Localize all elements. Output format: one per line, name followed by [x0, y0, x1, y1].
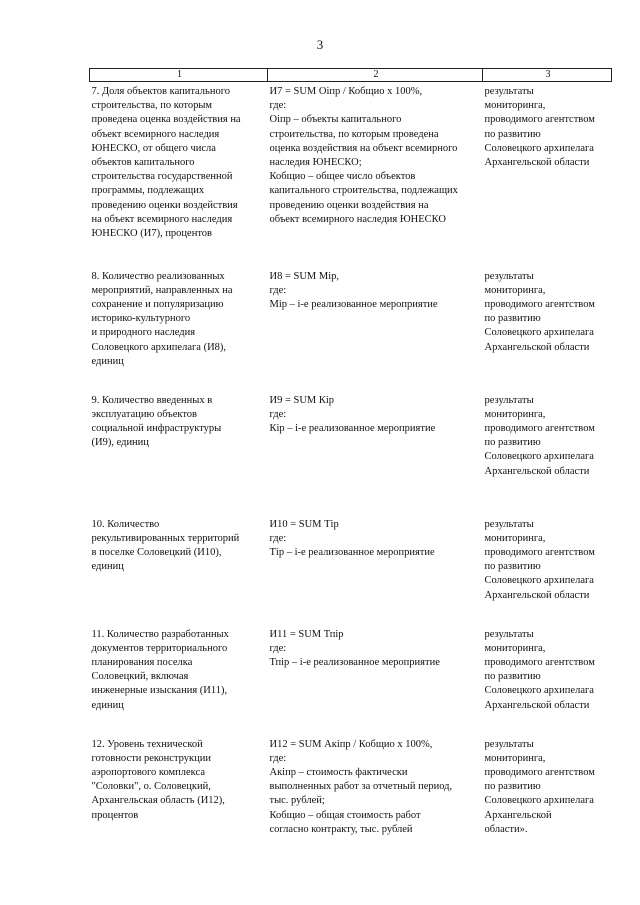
table-header [90, 69, 612, 82]
text-line: мониторинга, [484, 100, 546, 112]
text-line: И12 = SUM Акiпр / Кобщио х 100%, [269, 738, 433, 750]
text-line: документов территориального [91, 642, 228, 654]
text-line: результаты [484, 628, 534, 640]
text-line: Архангельской области [484, 699, 590, 711]
text-line: И9 = SUM Кiр [269, 394, 335, 406]
text-line: проводимого агентством [484, 766, 595, 778]
text-line: Архангельской [484, 809, 552, 821]
text-line: И11 = SUM Тпiр [269, 628, 344, 640]
source-cell [483, 82, 612, 270]
text-line: эксплуатацию объектов [91, 408, 197, 420]
text-line: мониторинга, [484, 752, 546, 764]
text-line: Кобщио – общая стоимость работ [269, 809, 421, 821]
source-cell [483, 394, 612, 518]
text-line: 11. Количество разработанных [91, 628, 229, 640]
text-line: 10. Количество [91, 518, 160, 530]
text-line: где: [269, 284, 287, 296]
text-line: готовности реконструкции [91, 752, 211, 764]
text-line: проводимого агентством [484, 656, 595, 668]
text-line: 12. Уровень технической [91, 738, 203, 750]
text-line: рекультивированных территорий [91, 532, 240, 544]
text-line: Тiр – i-е реализованное мероприятие [269, 546, 435, 558]
text-line: объект всемирного наследия ЮНЕСКО [269, 213, 446, 225]
text-line: Соловецкого архипелага [484, 327, 594, 339]
text-line: программы, подлежащих [91, 185, 205, 197]
text-line: И10 = SUM Тiр [269, 518, 339, 530]
text-line: в поселке Соловецкий (И10), [91, 546, 222, 558]
text-line: по развитию [484, 437, 541, 449]
header-col-3: 3 [483, 69, 612, 82]
text-line: Тпiр – i-е реализованное мероприятие [269, 656, 440, 668]
text-line: по развитию [484, 561, 541, 573]
text-line: мониторинга, [484, 532, 546, 544]
text-line: Архангельская область (И12), [91, 795, 225, 807]
table-row [90, 738, 612, 854]
text-line: строительства, по которым [91, 100, 213, 112]
text-line: сохранение и популяризацию [91, 298, 224, 310]
text-line: Соловецкого архипелага [484, 142, 594, 154]
table-body [90, 82, 612, 854]
text-line: ЮНЕСКО, от общего числа [91, 142, 216, 154]
text-line: проведена оценка воздействия на [91, 114, 241, 126]
text-line: 7. Доля объектов капитального [91, 86, 230, 97]
indicator-name-cell [90, 394, 268, 518]
text-line: области». [484, 823, 528, 835]
text-line: результаты [484, 86, 534, 97]
text-line: Архангельской области [484, 157, 590, 169]
text-line: результаты [484, 518, 534, 530]
text-line: 8. Количество реализованных [91, 270, 225, 282]
text-line: "Соловки", о. Соловецкий, [91, 781, 211, 793]
text-line: мероприятий, направленных на [91, 284, 233, 296]
indicator-name-cell [90, 518, 268, 628]
table-row [90, 518, 612, 628]
text-line: по развитию [484, 781, 541, 793]
text-line: результаты [484, 270, 534, 282]
text-line: социальной инфраструктуры [91, 422, 222, 434]
text-line: Соловецкого архипелага [484, 575, 594, 587]
text-line: (И9), единиц [91, 437, 149, 449]
text-line: Архангельской области [484, 341, 590, 353]
header-col-1: 1 [90, 69, 268, 82]
table-row [90, 270, 612, 394]
text-line: мониторинга, [484, 284, 546, 296]
text-line: наследия ЮНЕСКО; [269, 157, 362, 169]
indicator-name-cell [90, 738, 268, 854]
text-line: Соловецкого архипелага [484, 685, 594, 697]
page-number: 3 [316, 37, 324, 52]
text-line: капитального строительства, подлежащих [269, 185, 458, 197]
text-line: строительства государственной [91, 171, 233, 183]
text-line: по развитию [484, 313, 541, 325]
table-row [90, 82, 612, 270]
text-line: И8 = SUM Мiр, [269, 270, 340, 282]
text-line: инженерные изыскания (И11), [91, 685, 228, 697]
text-line: по развитию [484, 671, 541, 683]
indicator-name-cell [90, 270, 268, 394]
table-row [90, 394, 612, 518]
text-line: где: [269, 100, 287, 112]
text-line: по развитию [484, 128, 541, 140]
text-line: результаты [484, 394, 534, 406]
text-line: строительства, по которым проведена [269, 128, 439, 140]
formula-cell [268, 518, 483, 628]
text-line: планирования поселка [91, 656, 193, 668]
text-line: Архангельской области [484, 465, 590, 477]
text-line: единиц [91, 699, 124, 711]
text-line: проводимого агентством [484, 546, 595, 558]
text-line: Кобщио – общее число объектов [269, 171, 416, 183]
formula-cell [268, 738, 483, 854]
source-cell [483, 738, 612, 854]
text-line: единиц [91, 561, 124, 573]
text-line: где: [269, 642, 287, 654]
text-line: проведению оценки воздействия на [269, 199, 429, 211]
text-line: где: [269, 408, 287, 420]
indicators-table [89, 68, 612, 854]
text-line: согласно контракту, тыс. рублей [269, 823, 413, 835]
text-line: Мiр – i-е реализованное мероприятие [269, 298, 438, 310]
text-line: мониторинга, [484, 642, 546, 654]
indicator-name-cell [90, 628, 268, 738]
text-line: проведению оценки воздействия [91, 199, 238, 211]
text-line: проводимого агентством [484, 298, 595, 310]
formula-cell [268, 270, 483, 394]
indicator-name-cell [90, 82, 268, 270]
source-cell [483, 270, 612, 394]
text-line: проводимого агентством [484, 422, 595, 434]
text-line: процентов [91, 809, 139, 821]
formula-cell [268, 628, 483, 738]
text-line: единиц [91, 355, 124, 367]
text-line: Архангельской области [484, 589, 590, 601]
text-line: 9. Количество введенных в [91, 394, 213, 406]
text-line: объектов капитального [91, 157, 195, 169]
text-line: проводимого агентством [484, 114, 595, 126]
text-line: на объект всемирного наследия [91, 213, 233, 225]
text-line: объект всемирного наследия [91, 128, 220, 140]
source-cell [483, 518, 612, 628]
text-line: Соловецкого архипелага [484, 795, 594, 807]
text-line: аэропортового комплекса [91, 766, 205, 778]
text-line: выполненных работ за отчетный период, [269, 781, 453, 793]
text-line: и природного наследия [91, 327, 196, 339]
text-line: результаты [484, 738, 534, 750]
text-line: Соловецкого архипелага (И8), [91, 341, 227, 353]
text-line: Акiпр – стоимость фактически [269, 766, 408, 778]
text-line: Оiпр – объекты капитального [269, 114, 402, 126]
text-line: историко-культурного [91, 313, 191, 325]
table-row [90, 628, 612, 738]
text-line: ЮНЕСКО (И7), процентов [91, 228, 212, 240]
text-line: тыс. рублей; [269, 795, 325, 807]
text-line: Соловецкого архипелага [484, 451, 594, 463]
source-cell [483, 628, 612, 738]
formula-cell [268, 394, 483, 518]
text-line: мониторинга, [484, 408, 546, 420]
text-line: Кiр – i-е реализованное мероприятие [269, 422, 436, 434]
header-col-2: 2 [268, 69, 483, 82]
text-line: где: [269, 532, 287, 544]
formula-cell [268, 82, 483, 270]
text-line: где: [269, 752, 287, 764]
text-line: Соловецкий, включая [91, 671, 189, 683]
text-line: И7 = SUM Оiпр / Кобщио х 100%, [269, 86, 423, 97]
text-line: оценка воздействия на объект всемирного [269, 142, 458, 154]
